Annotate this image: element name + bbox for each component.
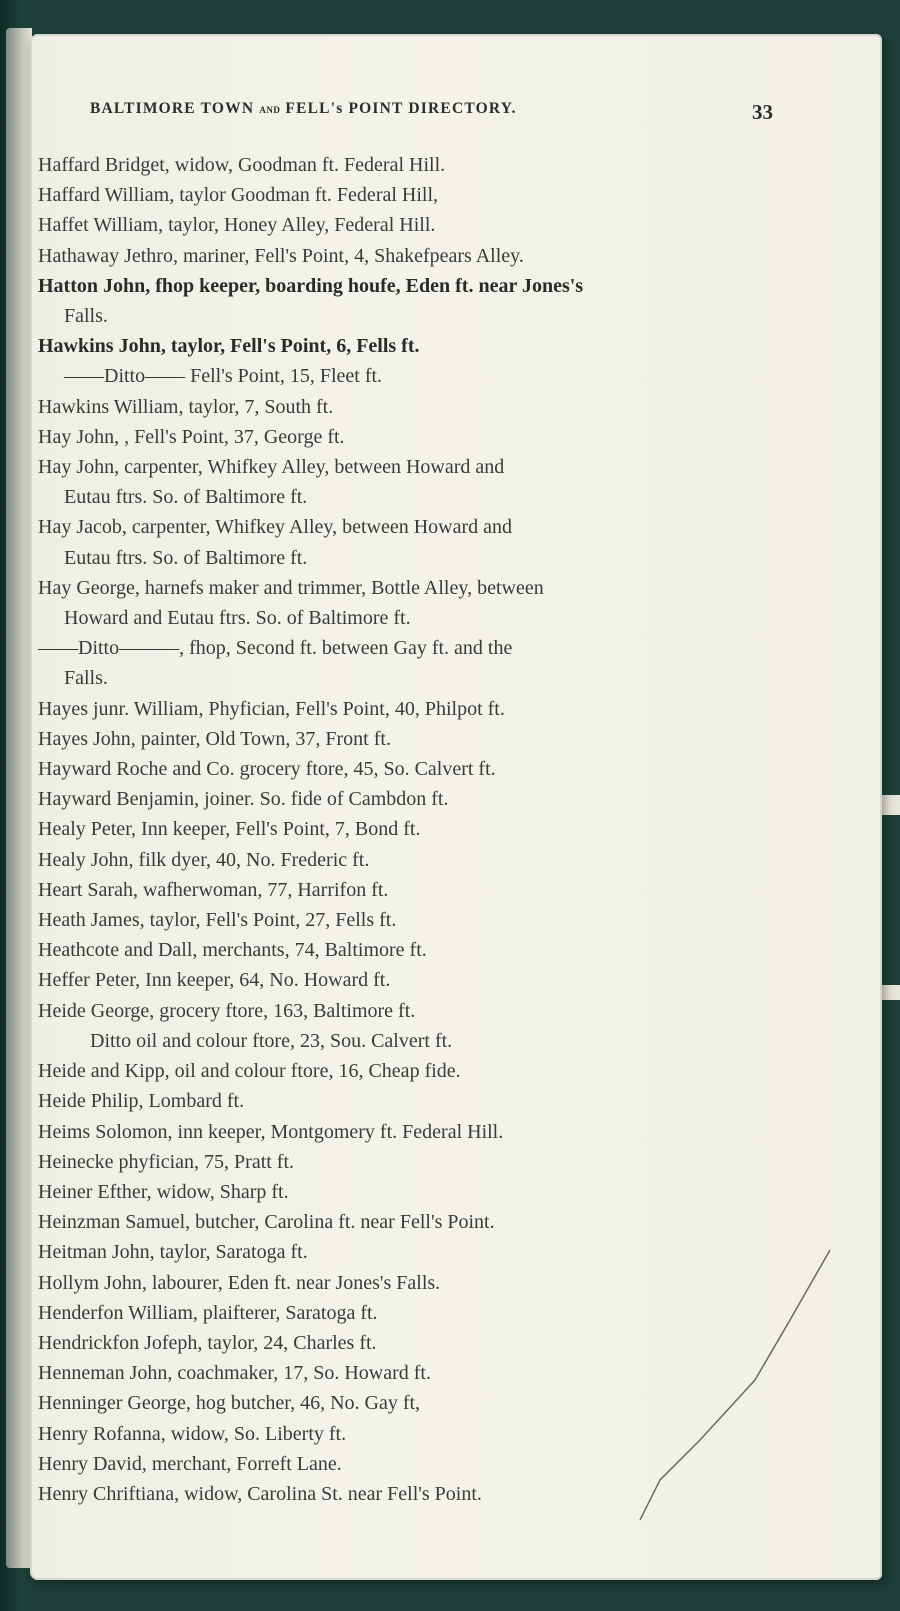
list-item: Hatton John, fhop keeper, boarding houfe, Eden ft. near Jones's <box>38 274 584 297</box>
list-item: Heiner Efther, widow, Sharp ft. <box>38 1180 289 1203</box>
list-item: Heims Solomon, inn keeper, Montgomery ft. Federal Hill. <box>38 1120 504 1143</box>
list-item: Heinecke phyfician, 75, Pratt ft. <box>38 1150 295 1173</box>
list-item: Hathaway Jethro, mariner, Fell's Point, 4, Shakefpears Alley. <box>38 244 524 267</box>
list-item: Heide Philip, Lombard ft. <box>38 1090 245 1113</box>
list-item: Hay John, , Fell's Point, 37, George ft. <box>38 425 345 448</box>
list-item: Hayward Benjamin, joiner. So. fide of Cambdon ft. <box>38 788 449 811</box>
list-item: Heart Sarah, wafherwoman, 77, Harrifon ft. <box>38 878 389 901</box>
header-title-and: AND <box>259 105 281 115</box>
list-item: Henninger George, hog butcher, 46, No. Gay ft, <box>38 1392 421 1415</box>
header-title-part2: FELL's POINT DIRECTORY. <box>285 100 517 117</box>
list-item: Heide George, grocery ftore, 163, Baltimore ft. <box>38 999 416 1022</box>
header-title-part1: BALTIMORE TOWN <box>90 100 255 117</box>
list-item: Healy John, filk dyer, 40, No. Frederic ft. <box>38 848 370 871</box>
list-item-continuation: Falls. <box>64 305 108 328</box>
list-item: Hay Jacob, carpenter, Whifkey Alley, between Howard and <box>38 516 513 539</box>
list-item: Haffet William, taylor, Honey Alley, Federal Hill. <box>38 214 436 237</box>
list-item: Hayward Roche and Co. grocery ftore, 45, So. Calvert ft. <box>38 758 496 781</box>
list-item: ——Ditto—— Fell's Point, 15, Fleet ft. <box>64 365 383 388</box>
list-item: Haffard William, taylor Goodman ft. Federal Hill, <box>38 184 439 207</box>
list-item: Hendrickfon Jofeph, taylor, 24, Charles ft. <box>38 1331 377 1354</box>
list-item: Henderfon William, plaifterer, Saratoga ft. <box>38 1301 378 1324</box>
list-item: Henry Rofanna, widow, So. Liberty ft. <box>38 1422 347 1445</box>
list-item: Henry David, merchant, Forreft Lane. <box>38 1452 342 1475</box>
list-item: Healy Peter, Inn keeper, Fell's Point, 7, Bond ft. <box>38 818 421 841</box>
list-item: Henry Chriftiana, widow, Carolina St. near Fell's Point. <box>38 1482 482 1505</box>
list-item: Heinzman Samuel, butcher, Carolina ft. near Fell's Point. <box>38 1211 495 1234</box>
list-item-continuation: Howard and Eutau ftrs. So. of Baltimore ft. <box>64 607 411 630</box>
list-item: Heath James, taylor, Fell's Point, 27, Fells ft. <box>38 909 397 932</box>
list-item: Henneman John, coachmaker, 17, So. Howard ft. <box>38 1362 431 1385</box>
list-item: Hawkins John, taylor, Fell's Point, 6, Fells ft. <box>38 335 420 358</box>
list-item: Heitman John, taylor, Saratoga ft. <box>38 1241 308 1264</box>
list-item: Ditto oil and colour ftore, 23, Sou. Calvert ft. <box>90 1029 453 1052</box>
page-number: 33 <box>752 100 773 124</box>
list-item: Heathcote and Dall, merchants, 74, Baltimore ft. <box>38 939 427 962</box>
list-item-continuation: Falls. <box>64 667 108 690</box>
list-item: Heffer Peter, Inn keeper, 64, No. Howard ft. <box>38 969 391 992</box>
page-header <box>90 100 790 118</box>
list-item-continuation: Eutau ftrs. So. of Baltimore ft. <box>64 486 308 509</box>
list-item: Hay John, carpenter, Whifkey Alley, between Howard and <box>38 456 505 479</box>
list-item: Hayes junr. William, Phyfician, Fell's Point, 40, Philpot ft. <box>38 697 505 720</box>
list-item: ——Ditto———, fhop, Second ft. between Gay ft. and the <box>38 637 513 660</box>
facing-page-edge <box>6 28 32 1568</box>
list-item: Hollym John, labourer, Eden ft. near Jones's Falls. <box>38 1271 441 1294</box>
list-item: Hawkins William, taylor, 7, South ft. <box>38 395 334 418</box>
list-item: Heide and Kipp, oil and colour ftore, 16, Cheap fide. <box>38 1060 461 1083</box>
list-item: Haffard Bridget, widow, Goodman ft. Federal Hill. <box>38 154 446 176</box>
list-item: Hay George, harnefs maker and trimmer, Bottle Alley, between <box>38 576 544 599</box>
directory-entries <box>38 150 828 1509</box>
list-item: Hayes John, painter, Old Town, 37, Front ft. <box>38 727 391 750</box>
list-item-continuation: Eutau ftrs. So. of Baltimore ft. <box>64 546 308 569</box>
